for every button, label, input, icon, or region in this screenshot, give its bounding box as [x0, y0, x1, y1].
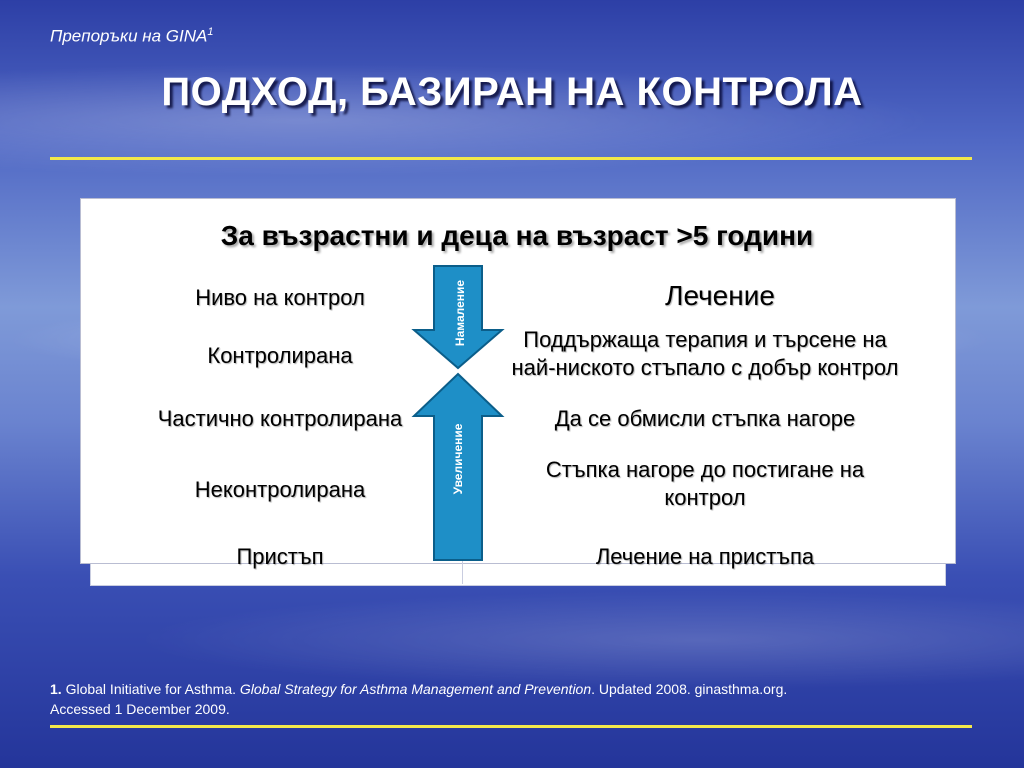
- footnote-number: 1.: [50, 681, 62, 697]
- bottom-divider: [50, 725, 972, 728]
- row-treatment-partly-controlled: Да се обмисли стъпка нагоре: [554, 406, 856, 431]
- slide-subtitle: Препоръки на GINA$^1$: [50, 26, 214, 46]
- row-level-partly-controlled: Частично контролирана: [157, 406, 403, 431]
- footnote-line-1: [50, 680, 970, 700]
- footnote-text: Global Initiative for Asthma.: [61, 681, 240, 697]
- increase-label: Увеличение: [451, 423, 465, 495]
- footnote: [50, 680, 970, 719]
- row-level-exacerbation: Пристъп: [236, 544, 324, 569]
- row-level-uncontrolled: Неконтролирана: [194, 477, 366, 502]
- row-treatment-controlled: [470, 326, 940, 381]
- footnote-text: . Updated 2008. ginasthma.org.: [591, 681, 788, 697]
- decrease-label: Намаление: [453, 279, 467, 347]
- row-level-controlled: Контролирана: [207, 343, 353, 368]
- row-treatment-uncontrolled: [490, 456, 920, 511]
- treatment-line: най-ниското стъпало с добър контрол: [511, 354, 899, 380]
- treatment-line: Поддържаща терапия и търсене на: [523, 327, 887, 352]
- footnote-title: Global Strategy for Asthma Management and Prevention: [239, 681, 592, 697]
- footnote-line-2: Accessed 1 December 2009.: [50, 700, 230, 717]
- treatment-line: Стъпка нагоре до постигане на: [545, 457, 865, 482]
- table-heading: За възрастни и деца на възраст >5 години: [220, 220, 814, 251]
- column-header-control-level: Ниво на контрол: [195, 285, 365, 310]
- treatment-line: контрол: [664, 484, 746, 510]
- slide-title: ПОДХОД, БАЗИРАН НА КОНТРОЛА: [161, 70, 863, 114]
- top-divider: [50, 157, 972, 160]
- subtitle-footnote-ref: 1: [207, 26, 214, 38]
- row-treatment-exacerbation: Лечение на пристъпа: [595, 544, 815, 569]
- column-header-treatment: Лечение: [665, 280, 775, 311]
